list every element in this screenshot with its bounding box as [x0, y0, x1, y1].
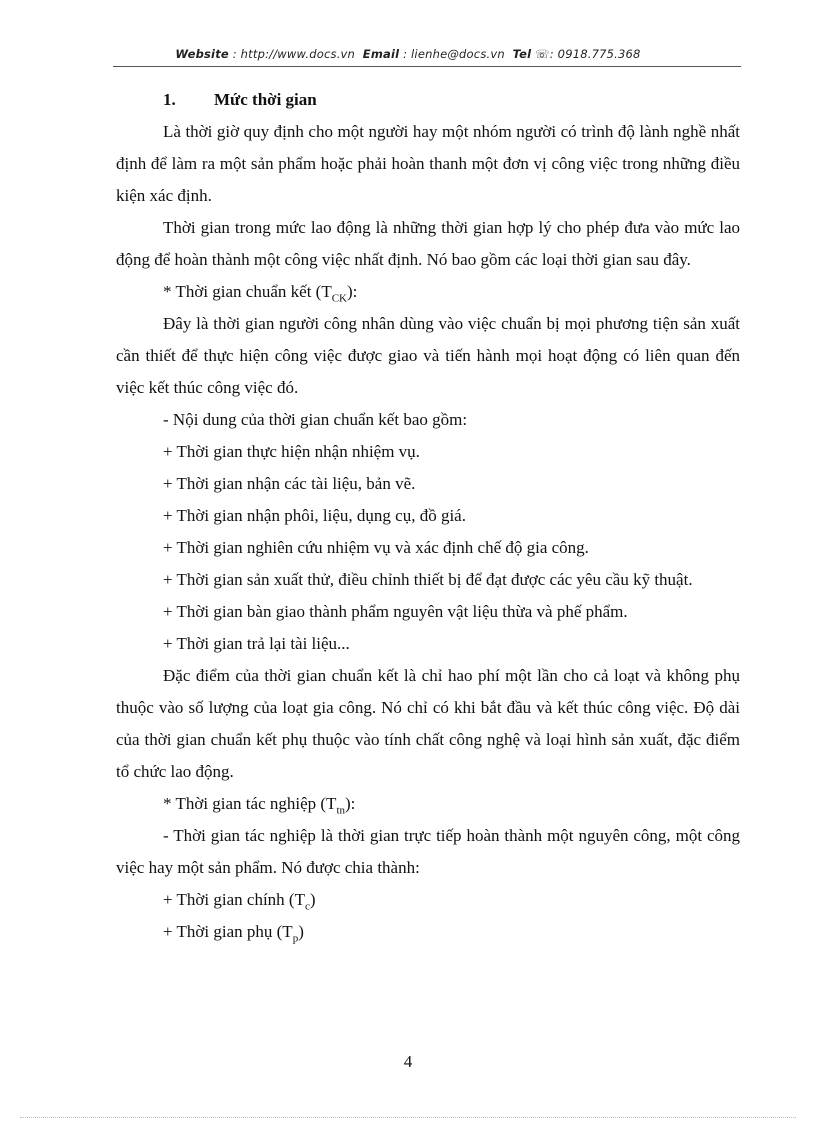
phone-icon: ☏	[535, 47, 550, 61]
paragraph-6: - Thời gian tác nghiệp là thời gian trực tiếp hoàn thành một nguyên công, một công việc hay một sản phẩm. Nó được chia thành:	[116, 826, 740, 877]
paragraph-1: Là thời giờ quy định cho một người hay một nhóm người có trình độ lành nghề nhất định để làm ra một sản phẩm hoặc phải hoàn thanh một đơn vị công việc trong những điều kiện xác định.	[116, 122, 740, 205]
paragraph-4: - Nội dung của thời gian chuẩn kết bao gồm:	[163, 410, 468, 429]
paragraph-5: Đặc điểm của thời gian chuẩn kết là chỉ hao phí một lần cho cả loạt và không phụ thuộc vào số lượng của loạt gia công. Nó chỉ có khi bắt đầu và kết thúc công việc. Độ dài của thời gian chuẩn kết phụ thuộc vào tính chất công nghệ và loại hình sản xuất, đặc điểm tổ chức lao động.	[116, 666, 740, 781]
page-number: 4	[403, 1052, 413, 1071]
header-divider	[113, 66, 741, 67]
list-item-tc: + Thời gian chính $(T_c)$	[163, 890, 316, 913]
list-item: + Thời gian sản xuất thử, điều chỉnh thiết bị để đạt được các yêu cầu kỹ thuật.	[163, 570, 693, 589]
list-item: + Thời gian thực hiện nhận nhiệm vụ.	[163, 442, 420, 461]
list-item-tp: + Thời gian phụ $(T_p)$	[163, 922, 304, 945]
email-label: Email	[362, 47, 400, 61]
paragraph-3: Đây là thời gian người công nhân dùng vào việc chuẩn bị mọi phương tiện sản xuất cần thiết để thực hiện công việc được giao và tiến hành mọi hoạt động có liên quan đến việc kết thúc công việc đó.	[116, 314, 740, 397]
document-body	[116, 84, 740, 948]
tel-label: Tel	[512, 47, 532, 61]
heading-title: Mức thời gian	[214, 90, 317, 109]
heading-number: 1.	[163, 90, 176, 109]
subheading-tac-nghiep: * Thời gian tác nghiệp $(T_{tn})$:	[163, 794, 356, 817]
subheading-chuan-ket: * Thời gian chuẩn kết $(T_{CK})$:	[163, 282, 358, 305]
tel-value: : 0918.775.368	[549, 47, 641, 61]
page-bottom-divider	[20, 1117, 796, 1118]
list-item: + Thời gian bàn giao thành phẩm nguyên vật liệu thừa và phế phẩm.	[163, 602, 628, 621]
section-heading	[116, 84, 740, 116]
list-item: + Thời gian nhận các tài liệu, bản vẽ.	[163, 474, 416, 493]
website-label: Website	[175, 47, 229, 61]
paragraph-2: Thời gian trong mức lao động là những thời gian hợp lý cho phép đưa vào mức lao động để hoàn thành một công việc nhất định. Nó bao gồm các loại thời gian sau đây.	[116, 218, 740, 269]
email-value: : lienhe@docs.vn	[403, 47, 505, 61]
website-value: : http://www.docs.vn	[232, 47, 356, 61]
page-header	[0, 47, 816, 61]
list-item: + Thời gian trả lại tài liệu...	[163, 634, 350, 653]
list-item: + Thời gian nghiên cứu nhiệm vụ và xác định chế độ gia công.	[163, 538, 589, 557]
list-item: + Thời gian nhận phôi, liệu, dụng cụ, đồ giá.	[163, 506, 466, 525]
